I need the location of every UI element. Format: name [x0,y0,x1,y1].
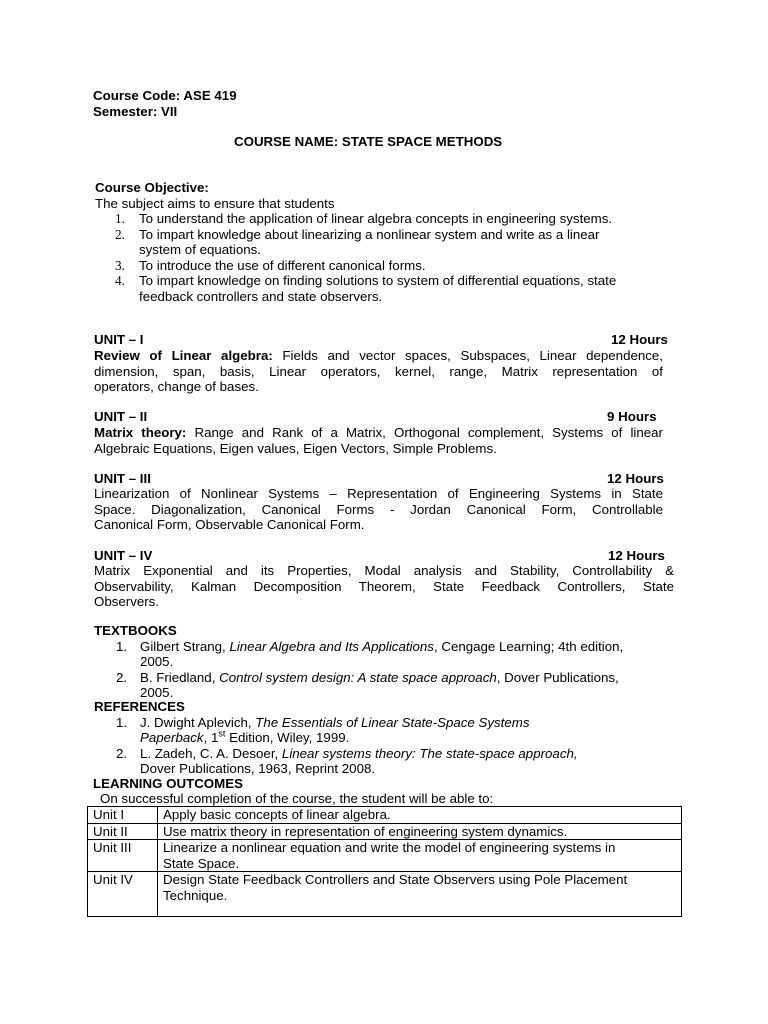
outcome-text-cell: Linearize a nonlinear equation and write the model of engineering systems in State Space. [158,840,682,872]
unit-title: UNIT – II [94,409,148,424]
textbook-item: 1. Gilbert Strang, Linear Algebra and Its Applications, Cengage Learning; 4th edition, 2005. [116,638,624,669]
semester: Semester: VII [93,104,178,119]
textbooks-list [116,639,674,701]
objective-list [115,211,675,304]
course-objective-section [95,180,675,304]
objective-item: 1. To understand the application of linear algebra concepts in engineering systems. [115,211,613,226]
table-row [88,872,682,917]
reference-item: 2. L. Zadeh, C. A. Desoer, Linear systems theory: The state-space approach, Dover Publications, 1963, Reprint 2008. [116,745,578,776]
table-row [88,840,682,872]
course-code: Course Code: ASE 419 [93,88,237,103]
textbook-item: 2. B. Friedland, Control system design: A state space approach, Dover Publications, 2005. [116,669,619,700]
unit-title: UNIT – I [94,332,144,347]
outcome-unit-cell: Unit III [88,840,158,872]
outcome-unit-cell: Unit I [88,807,158,824]
table-row [88,807,682,824]
reference-item: 1. J. Dwight Aplevich, The Essentials of Linear State-Space Systems Paperback, 1st Edition, Wiley, 1999. [116,714,530,745]
table-row [88,823,682,840]
textbooks-section [94,623,674,701]
outcome-unit-cell: Unit IV [88,872,158,917]
outcomes-heading: LEARNING OUTCOMES [93,776,243,791]
outcome-text-cell: Use matrix theory in representation of engineering system dynamics. [158,823,682,840]
unit-body: Matrix Exponential and its Properties, Modal analysis and Stability, Controllability & Observability, Kalman Decomposition Theorem, State Feedback Controllers, State Observers. [94,563,674,609]
outcome-text-cell: Design State Feedback Controllers and State Observers using Pole Placement Technique. [158,872,682,917]
objective-item: 3. To introduce the use of different canonical forms. [115,257,426,273]
textbooks-heading: TEXTBOOKS [94,623,177,638]
objective-item: 4. To impart knowledge on finding solutions to system of differential equations, state feedback controllers and state observers. [115,273,617,304]
objective-intro: The subject aims to ensure that students [95,195,335,211]
learning-outcomes-table [87,806,682,917]
unit-body: Matrix theory: Range and Rank of a Matrix, Orthogonal complement, Systems of linear Algebraic Equations, Eigen values, Eigen Vectors, Simple Problems. [94,425,663,456]
references-heading: REFERENCES [94,699,185,714]
unit-hours: 12 Hours [608,548,665,563]
unit-hours: 12 Hours [607,471,664,486]
unit-title: UNIT – IV [94,548,153,563]
unit-body: Review of Linear algebra: Fields and vector spaces, Subspaces, Linear dependence, dimension, span, basis, Linear operators, kernel, range, Matrix representation of operators, change of bases. [94,348,663,394]
outcomes-intro: On successful completion of the course, the student will be able to: [100,791,494,806]
objective-heading: Course Objective: [95,180,209,195]
unit-title: UNIT – III [94,471,151,486]
course-name-title: COURSE NAME: STATE SPACE METHODS [234,134,503,149]
outcome-text-cell: Apply basic concepts of linear algebra. [158,807,682,824]
outcome-unit-cell: Unit II [88,823,158,840]
unit-body: Linearization of Nonlinear Systems – Representation of Engineering Systems in State Space. Diagonalization, Canonical Forms - Jordan Canonical Form, Controllable Canonical Form, Observable Canonical Form. [94,486,663,532]
unit-hours: 12 Hours [611,332,668,347]
references-list [116,715,674,777]
unit-hours: 9 Hours [607,409,657,424]
objective-item: 2. To impart knowledge about linearizing a nonlinear system and write as a linear system of equations. [115,226,600,257]
references-section [94,699,674,777]
